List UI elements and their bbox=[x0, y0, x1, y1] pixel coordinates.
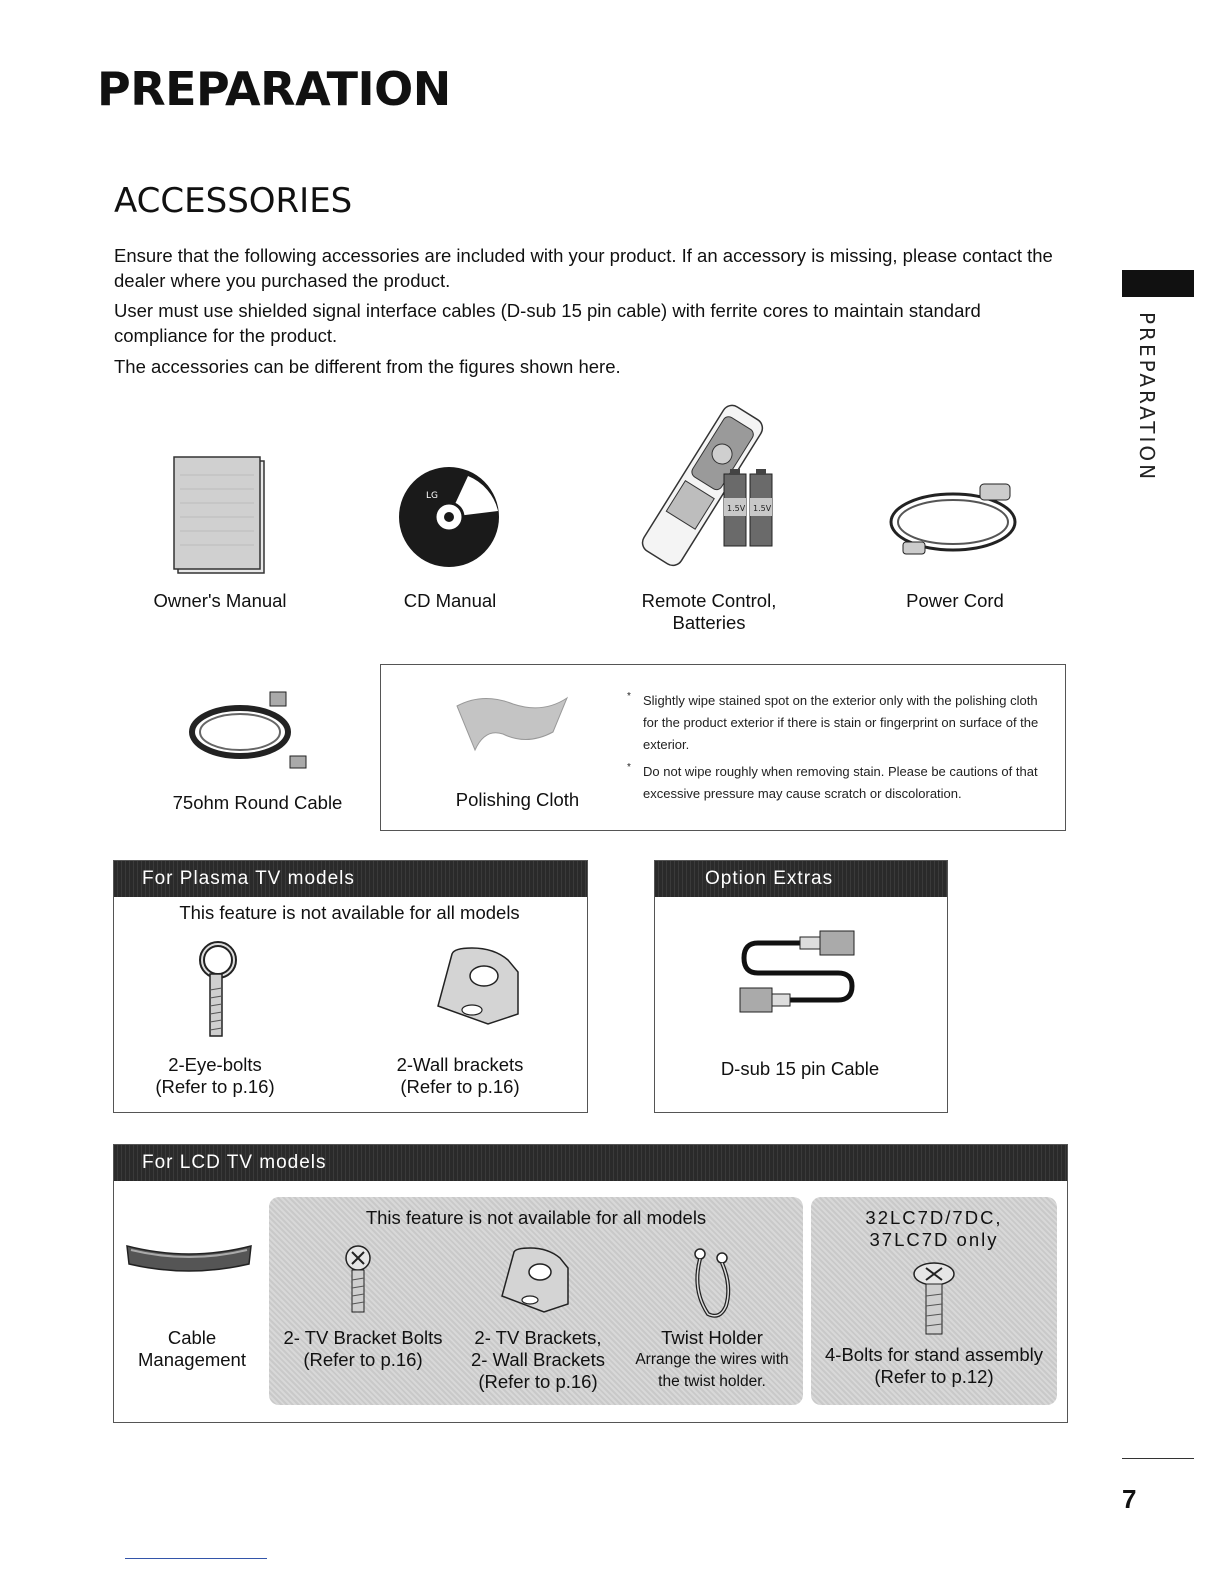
lcd-models-note-line1: 32LC7D/7DC, bbox=[865, 1207, 1003, 1228]
side-tab-marker bbox=[1122, 270, 1194, 297]
stand-bolts-label-line1: 4-Bolts for stand assembly bbox=[825, 1344, 1043, 1365]
batteries-icon bbox=[722, 468, 774, 548]
intro-paragraph-1: Ensure that the following accessories are included with your product. If an accessory is missing, please contact the dealer where you purchased the product. bbox=[114, 245, 1053, 291]
option-extras-header: Option Extras bbox=[655, 861, 947, 897]
twist-holder-label-line3: the twist holder. bbox=[658, 1373, 766, 1390]
owners-manual-label: Owner's Manual bbox=[153, 590, 287, 611]
wall-bracket-icon bbox=[432, 948, 522, 1026]
polishing-cloth-label: Polishing Cloth bbox=[455, 789, 580, 810]
round-cable-icon bbox=[188, 690, 313, 770]
remote-control-label bbox=[610, 590, 808, 634]
twist-holder-label-line1: Twist Holder bbox=[661, 1327, 763, 1348]
eye-bolts-label-line2: (Refer to p.16) bbox=[155, 1076, 275, 1097]
cable-management-label bbox=[118, 1327, 266, 1371]
tv-brackets-label-line3: (Refer to p.16) bbox=[478, 1371, 598, 1392]
cable-management-label-line2: Management bbox=[138, 1349, 246, 1370]
bracket-bolts-label bbox=[273, 1327, 453, 1371]
dsub-cable-icon bbox=[738, 928, 863, 1012]
page-number-rule bbox=[1122, 1458, 1194, 1459]
cable-management-label-line1: Cable bbox=[167, 1327, 217, 1348]
tv-bracket-bolt-icon bbox=[340, 1246, 376, 1314]
cloth-note-2: * Do not wipe roughly when removing stain. Please be cautions of that excessive pressure may cause scratch or discoloration. bbox=[629, 761, 1039, 805]
tv-brackets-label-line1: 2- TV Brackets, bbox=[474, 1327, 602, 1348]
bracket-bolts-label-line1: 2- TV Bracket Bolts bbox=[283, 1327, 443, 1348]
stand-bolts-label bbox=[811, 1344, 1057, 1388]
cd-logo-text: LG bbox=[426, 491, 438, 501]
cloth-note-1-text: Slightly wipe stained spot on the exterior only with the polishing cloth for the product exterior if there is stain or fingerprint on surface of the exterior. bbox=[643, 693, 1039, 752]
stand-bolts-label-line2: (Refer to p.12) bbox=[874, 1366, 994, 1387]
cable-management-icon bbox=[125, 1236, 255, 1274]
page-title: PREPARATION bbox=[97, 62, 451, 116]
bracket-bolts-label-line2: (Refer to p.16) bbox=[303, 1349, 423, 1370]
plasma-models-header: For Plasma TV models bbox=[114, 861, 587, 897]
tv-brackets-label bbox=[452, 1327, 624, 1393]
page-number: 7 bbox=[1122, 1484, 1137, 1514]
lcd-models-header: For LCD TV models bbox=[114, 1145, 1067, 1181]
wall-brackets-label bbox=[370, 1054, 550, 1098]
wall-brackets-label-line2: (Refer to p.16) bbox=[400, 1076, 520, 1097]
twist-holder-label bbox=[622, 1327, 802, 1393]
intro-paragraph-3: The accessories can be different from the figures shown here. bbox=[114, 356, 621, 377]
battery-1-label: 1.5V bbox=[727, 504, 746, 513]
plasma-notice: This feature is not available for all models bbox=[179, 902, 520, 923]
power-cord-label: Power Cord bbox=[906, 590, 1004, 611]
stand-bolt-icon bbox=[912, 1262, 956, 1336]
cloth-note-1: * Slightly wipe stained spot on the exterior only with the polishing cloth for the product exterior if there is stain or fingerprint on surface of the exterior. bbox=[629, 690, 1039, 756]
battery-2-label: 1.5V bbox=[753, 504, 772, 513]
twist-holder-icon bbox=[688, 1246, 736, 1322]
wall-brackets-label-line1: 2-Wall brackets bbox=[396, 1054, 524, 1075]
eye-bolt-icon bbox=[196, 940, 242, 1040]
section-title: ACCESSORIES bbox=[114, 181, 353, 221]
power-cord-icon bbox=[885, 480, 1030, 560]
polishing-cloth-icon bbox=[455, 690, 570, 752]
lcd-models-note bbox=[811, 1207, 1057, 1251]
cd-manual-label: CD Manual bbox=[403, 590, 497, 611]
cloth-note-2-text: Do not wipe roughly when removing stain. Please be cautions of that excessive pressure may cause scratch or discoloration. bbox=[643, 764, 1038, 801]
round-cable-label: 75ohm Round Cable bbox=[172, 792, 343, 813]
eye-bolts-label-line1: 2-Eye-bolts bbox=[168, 1054, 262, 1075]
dsub-cable-label: D-sub 15 pin Cable bbox=[720, 1058, 880, 1079]
twist-holder-label-line2: Arrange the wires with bbox=[635, 1351, 789, 1368]
intro-paragraph-2: User must use shielded signal interface cables (D-sub 15 pin cable) with ferrite cores to maintain standard compliance for the product. bbox=[114, 300, 981, 346]
tv-brackets-label-line2: 2- Wall Brackets bbox=[471, 1349, 605, 1370]
tv-wall-bracket-icon bbox=[498, 1248, 572, 1314]
eye-bolts-label bbox=[130, 1054, 300, 1098]
lcd-models-note-line2: 37LC7D only bbox=[869, 1229, 999, 1250]
cd-icon bbox=[398, 466, 500, 568]
remote-control-label-line1: Remote Control, bbox=[641, 590, 777, 611]
lcd-notice: This feature is not available for all models bbox=[365, 1207, 707, 1228]
footer-line bbox=[125, 1558, 267, 1559]
remote-control-label-line2: Batteries bbox=[672, 612, 746, 633]
side-tab-label: PREPARATION bbox=[1135, 312, 1159, 483]
owners-manual-icon bbox=[170, 455, 270, 575]
